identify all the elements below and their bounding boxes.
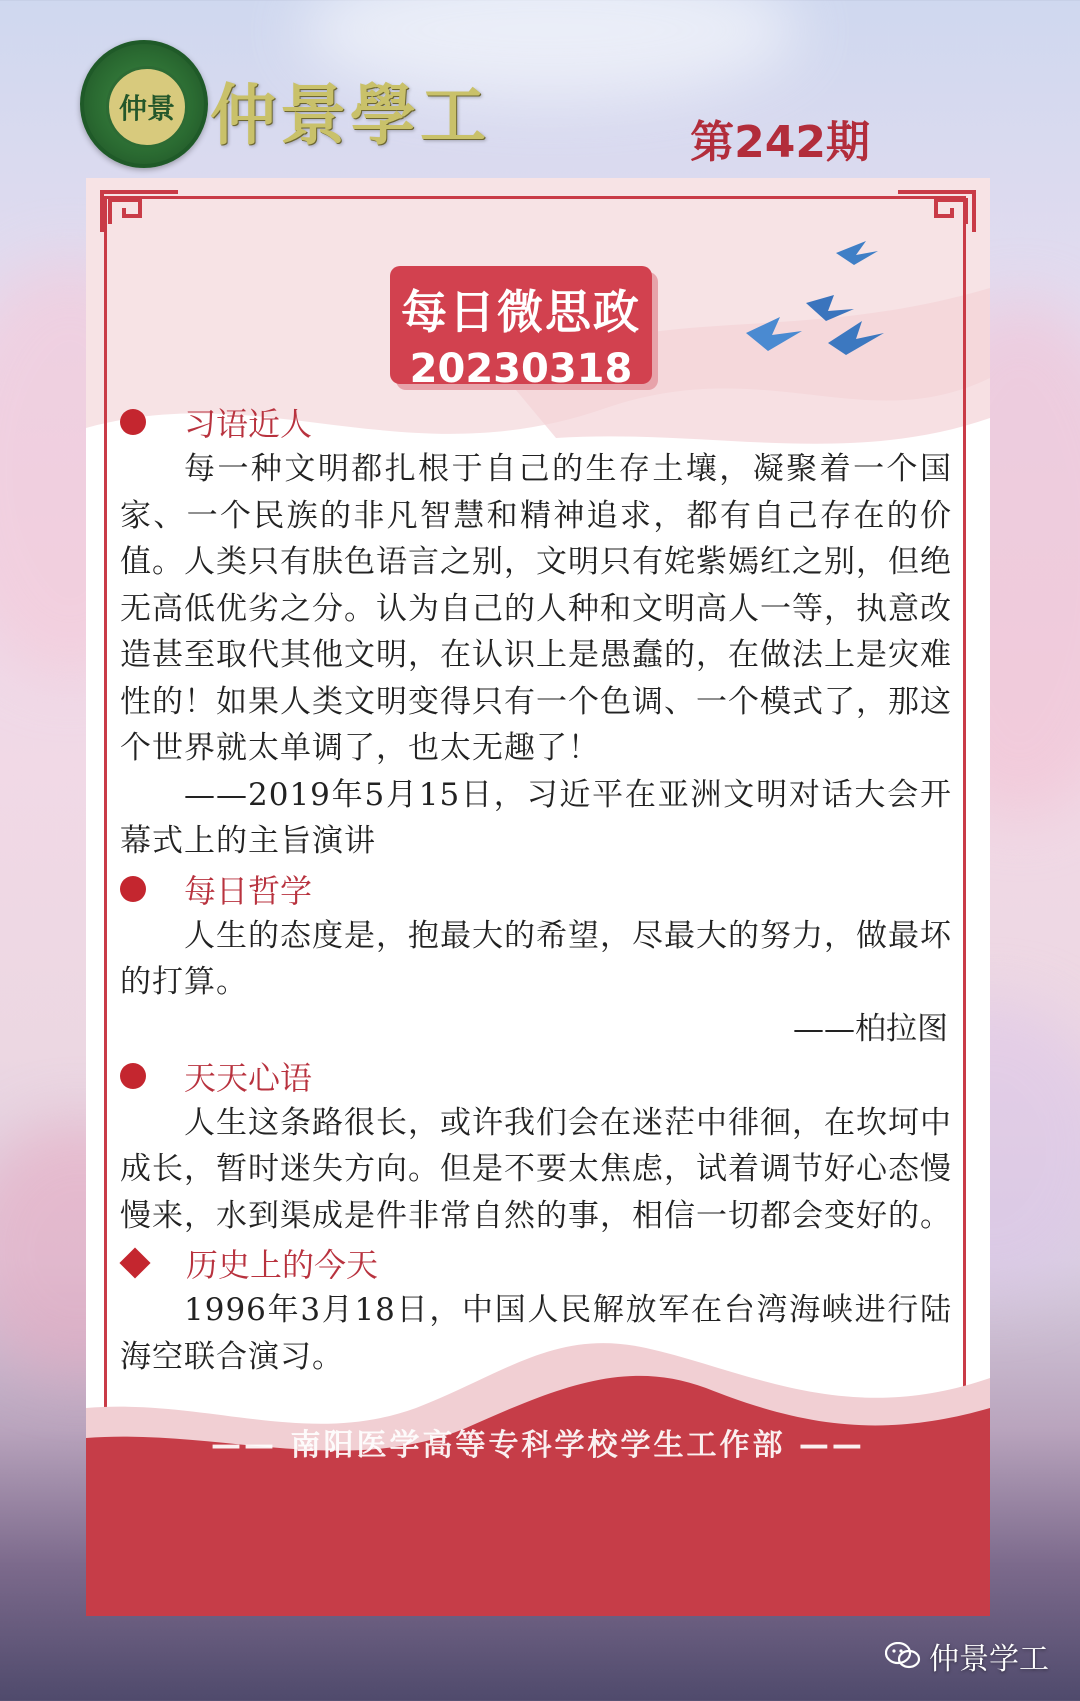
wechat-watermark [885,1634,1049,1678]
section-title: 天天心语 [184,1058,313,1097]
section-title: 每日哲学 [184,871,313,910]
brand-title: 仲景學工 [210,76,490,154]
college-logo-seal: 仲景 [106,66,188,148]
section-paragraph: 每一种文明都扎根于自己的生存土壤，凝聚着一个国家、一个民族的非凡智慧和精神追求，都有自己存在的价值。人类只有肤色语言之别，文明只有姹紫嫣红之别，但绝无高低优劣之分。认为自己的人种和文明高人一等，执意改造甚至取代其他文明，在认识上是愚蠢的，在做法上是灾难性的！如果人类文明变得只有一个色调、一个模式了，那这个世界就太单调了，也太无趣了！ [120,451,952,766]
bullet-dot-icon [120,1063,146,1089]
wechat-icon [885,1642,921,1670]
title-text: 每日微思政 [401,285,641,339]
corner-ornament [100,190,180,234]
watermark-label: 仲景学工 [929,1642,1049,1677]
corner-ornament [896,190,976,234]
section-title: 历史上的今天 [186,1246,379,1284]
content-card [86,178,990,1616]
section-heading [120,398,952,446]
college-logo [80,40,208,168]
issue-number: 第242期 [690,117,870,168]
title-date: 20230318 [409,346,633,392]
section-paragraph: 人生的态度是，抱最大的希望，尽最大的努力，做最坏的打算。 [120,917,952,1000]
bullet-dot-icon [120,876,146,902]
header [80,40,1040,180]
bullet-dot-icon [120,409,146,435]
section-paragraph: 人生这条路很长，或许我们会在迷茫中徘徊，在坎坷中成长，暂时迷失方向。但是不要太焦虑，试着调节好心态慢慢来，水到渠成是件非常自然的事，相信一切都会变好的。 [120,1104,952,1234]
section-title: 习语近人 [184,405,313,443]
section-source: ——2019年5月15日，习近平在亚洲文明对话大会开幕式上的主旨演讲 [120,776,952,859]
bullet-diamond-icon [119,1247,150,1278]
section-heading [120,865,952,913]
article-body [120,398,952,1380]
section-heading [120,1239,952,1287]
quote-attribution: ——柏拉图 [793,1010,948,1047]
section-paragraph: 1996年3月18日，中国人民解放军在台湾海峡进行陆海空联合演习。 [120,1292,952,1375]
footer-text: —— 南阳医学高等专科学校学生工作部 —— [211,1428,865,1463]
title-badge [390,266,652,392]
doves-illustration [736,223,896,373]
section-heading [120,1052,952,1100]
